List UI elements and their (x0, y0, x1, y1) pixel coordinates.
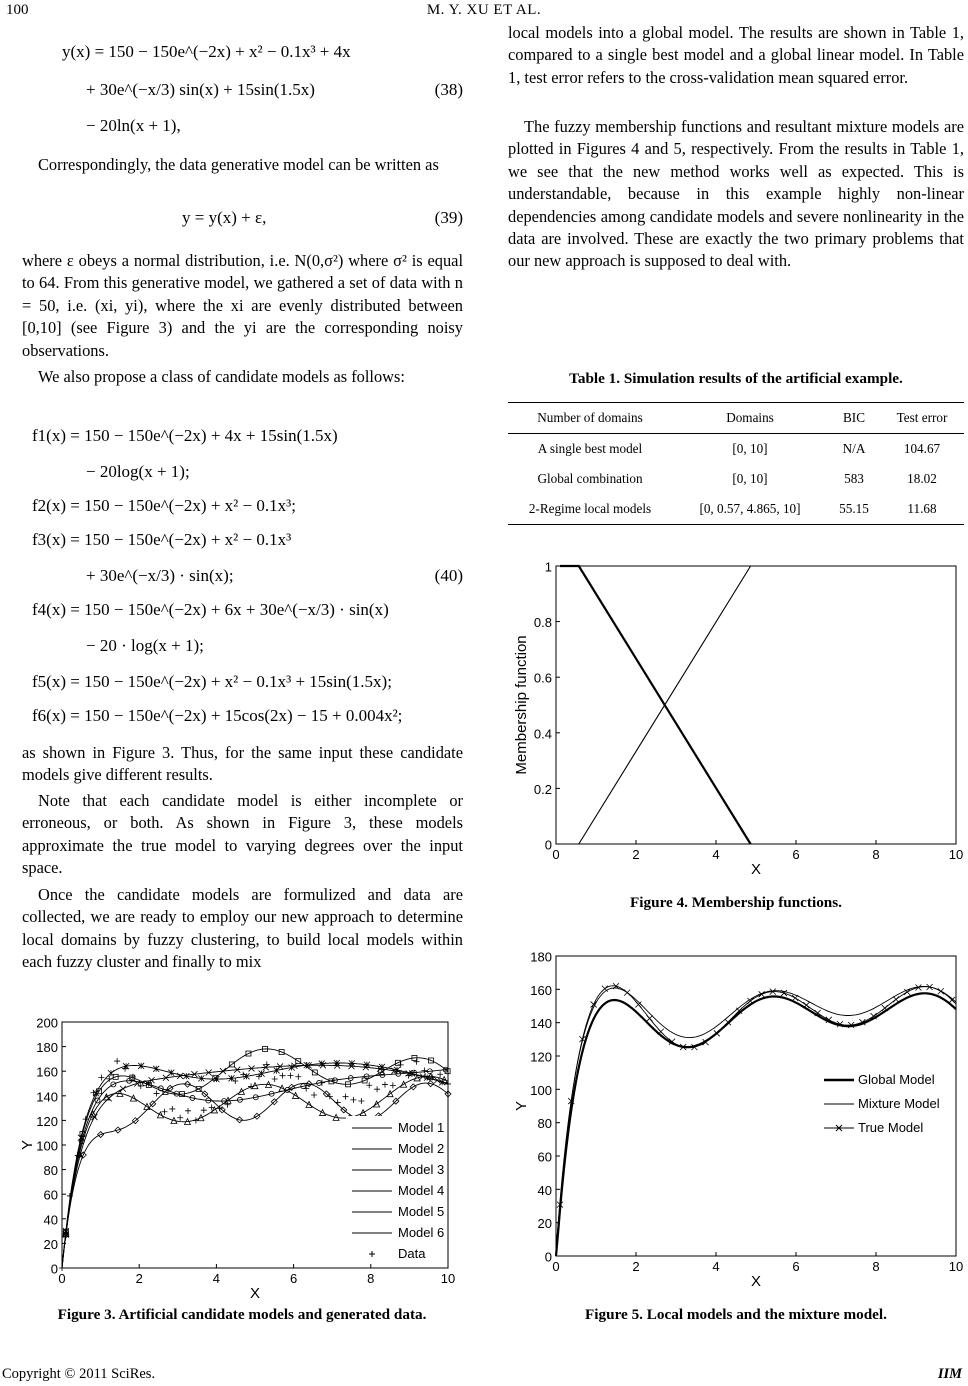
data-point (350, 1097, 356, 1103)
data-point (437, 1071, 443, 1077)
y-tick-label: 120 (530, 1049, 552, 1065)
table-cell: 104.67 (903, 441, 941, 456)
eq40-line3: f2(x) = 150 − 150e^(−2x) + x² − 0.1x³; (32, 496, 296, 515)
x-tick-label: 0 (552, 1259, 560, 1274)
membership-curve-1 (560, 566, 751, 844)
table-row (508, 494, 964, 525)
x-tick-label: 8 (872, 1259, 880, 1274)
legend-label: Global Model (858, 1072, 935, 1087)
data-point (177, 1115, 183, 1121)
paragraph: as shown in Figure 3. Thus, for the same input these candidate models give different results. (22, 743, 463, 785)
eq40-line6: f4(x) = 150 − 150e^(−2x) + 6x + 30e^(−x/3) · sin(x) (32, 600, 389, 619)
eq40-line4: f3(x) = 150 − 150e^(−2x) + x² − 0.1x³ (32, 530, 292, 549)
eq40-line7: − 20 · log(x + 1); (86, 636, 204, 655)
table-row (508, 464, 964, 494)
table-cell: [0, 10] (732, 441, 768, 456)
data-point (161, 1109, 167, 1115)
y-tick-label: 0 (544, 837, 552, 853)
data-point (382, 1082, 388, 1088)
y-tick-label: 0.4 (533, 726, 552, 742)
y-axis-label: Membership function (513, 635, 530, 775)
x-tick-label: 4 (212, 1271, 221, 1286)
table-cell: 18.02 (907, 471, 937, 486)
y-tick-label: 160 (36, 1064, 58, 1080)
eq38-line3: − 20ln(x + 1), (86, 116, 181, 135)
true-model-marker (714, 1030, 720, 1036)
data-point (114, 1058, 120, 1064)
y-tick-label: 0.8 (533, 615, 552, 631)
true-model-marker (647, 1015, 653, 1021)
y-tick-label: 60 (537, 1149, 552, 1165)
model-2-marker (106, 1095, 112, 1101)
x-tick-label: 8 (872, 847, 880, 862)
figure-5-chart (506, 946, 964, 1292)
eq40-line1: f1(x) = 150 − 150e^(−2x) + 4x + 15sin(1.5x) (32, 426, 338, 445)
data-point (358, 1098, 364, 1104)
table-cell: [0, 10] (732, 471, 768, 486)
y-tick-label: 160 (530, 982, 552, 998)
table-header-row (508, 403, 964, 434)
eq38-number: (38) (434, 80, 463, 99)
paragraph: We also propose a class of candidate models as follows: (38, 367, 405, 386)
model-2-marker (120, 1086, 126, 1092)
table-cell: 11.68 (907, 501, 937, 516)
x-tick-label: 8 (367, 1271, 375, 1286)
eq38-line2: + 30e^(−x/3) sin(x) + 15sin(1.5x) (86, 80, 315, 99)
y-tick-label: 0 (50, 1261, 58, 1277)
table-cell: 2-Regime local models (528, 501, 652, 516)
plot-frame (556, 566, 956, 844)
eq39: y = y(x) + ε, (182, 208, 267, 227)
eq40-line8: f5(x) = 150 − 150e^(−2x) + x² − 0.1x³ + 15sin(1.5x); (32, 672, 392, 691)
results-table (508, 402, 964, 525)
model-3-marker (153, 1066, 159, 1072)
eq40-line2: − 20log(x + 1); (86, 462, 190, 481)
running-title: M. Y. XU ET AL. (426, 2, 542, 18)
table-cell: A single best model (537, 441, 643, 456)
table-cell: [0, 0.57, 4.865, 10] (699, 501, 801, 516)
x-tick-label: 6 (289, 1271, 298, 1286)
data-point (154, 1091, 160, 1097)
membership-curve-2 (579, 566, 956, 844)
data-point (335, 1099, 341, 1105)
true-model-marker (781, 990, 787, 996)
y-axis-label: Y (19, 1139, 36, 1151)
y-tick-label: 80 (537, 1116, 552, 1132)
table-cell: N/A (842, 441, 866, 456)
legend-label: Data (398, 1246, 426, 1261)
legend-label: Model 1 (398, 1120, 445, 1135)
table-header: BIC (843, 410, 865, 425)
x-axis-label: X (750, 861, 762, 878)
y-tick-label: 60 (43, 1187, 58, 1203)
journal-abbrev: IIM (937, 1366, 962, 1382)
paragraph: local models into a global model. The results are shown in Table 1, compared to a single best model and a global linear model. In Table 1, test error refers to the cross-validation mean squared error. (508, 23, 964, 87)
table-header: Domains (726, 410, 774, 425)
true-model-marker (658, 1029, 664, 1035)
y-tick-label: 140 (36, 1089, 58, 1105)
y-tick-label: 80 (43, 1163, 58, 1179)
true-model-marker (624, 990, 630, 996)
data-point (445, 1081, 451, 1087)
x-tick-label: 2 (632, 1259, 640, 1274)
y-tick-label: 100 (36, 1138, 58, 1154)
data-point (272, 1076, 278, 1082)
y-tick-label: 0.6 (533, 670, 552, 686)
y-tick-label: 1 (544, 559, 552, 575)
data-point (343, 1094, 349, 1100)
x-tick-label: 2 (135, 1271, 143, 1286)
eq39-number: (39) (434, 208, 463, 227)
table-1-caption: Table 1. Simulation results of the artificial example. (569, 370, 903, 387)
y-tick-label: 40 (537, 1182, 552, 1198)
y-tick-label: 40 (43, 1212, 58, 1228)
true-model-marker (893, 996, 899, 1002)
y-tick-label: 100 (530, 1082, 552, 1098)
y-tick-label: 140 (530, 1016, 552, 1032)
eq40-line5: + 30e^(−x/3) · sin(x); (86, 566, 234, 585)
eq40-number: (40) (434, 566, 463, 585)
table-cell: 583 (844, 471, 864, 486)
y-tick-label: 20 (43, 1236, 58, 1252)
model-3-marker (168, 1070, 174, 1076)
paragraph: Once the candidate models are formulized and data are collected, we are ready to employ our new approach to determine local domains by fuzzy clustering, to build local models within each fuzzy cluster and finally to mix (22, 885, 463, 972)
legend-label: Model 4 (398, 1183, 445, 1198)
x-tick-label: 4 (712, 1259, 720, 1274)
x-tick-label: 10 (440, 1271, 456, 1286)
figure-3-chart (10, 1010, 460, 1300)
data-point (374, 1086, 380, 1092)
data-point (193, 1118, 199, 1124)
data-point (209, 1105, 215, 1111)
true-model-marker (938, 988, 944, 994)
data-point (311, 1092, 317, 1098)
table-cell: Global combination (537, 471, 643, 486)
x-tick-label: 6 (792, 1259, 800, 1274)
figure-5-caption: Figure 5. Local models and the mixture model. (585, 1306, 887, 1323)
x-tick-label: 6 (792, 847, 800, 862)
legend-label: Model 6 (398, 1225, 445, 1240)
x-tick-label: 2 (632, 847, 640, 862)
data-point (390, 1082, 396, 1088)
page-number: 100 (6, 2, 29, 18)
eq38-line1: y(x) = 150 − 150e^(−2x) + x² − 0.1x³ + 4x (62, 42, 351, 61)
legend-label: Mixture Model (858, 1096, 940, 1111)
data-point (98, 1075, 104, 1081)
figure-4-chart (506, 556, 964, 882)
paragraph: Correspondingly, the data generative model can be written as (38, 155, 439, 174)
paragraph: The fuzzy membership functions and resultant mixture models are plotted in Figures 4 and 5, respectively. From the results in Table 1, we see that the new method works well as expected. This is understandable, because in this example highly non-linear dependencies among candidate models and severe nonlinearity in the data are involved. These are exactly the two primary problems that our new approach is supposed to deal with. (508, 117, 964, 271)
x-tick-label: 10 (948, 1259, 964, 1274)
data-point (169, 1106, 175, 1112)
y-tick-label: 180 (530, 949, 552, 965)
data-point (201, 1107, 207, 1113)
x-tick-label: 10 (948, 847, 964, 862)
table-header: Test error (896, 410, 948, 425)
x-tick-label: 0 (58, 1271, 66, 1286)
legend-label: Model 5 (398, 1204, 445, 1219)
y-tick-label: 20 (537, 1216, 552, 1232)
data-point (421, 1067, 427, 1073)
y-tick-label: 200 (36, 1015, 58, 1031)
table-header: Number of domains (537, 410, 643, 425)
data-point (287, 1073, 293, 1079)
data-point (185, 1108, 191, 1114)
true-model-marker (602, 986, 608, 992)
legend-label: Model 2 (398, 1141, 445, 1156)
y-tick-label: 0 (544, 1249, 552, 1265)
x-axis-label: X (750, 1273, 762, 1290)
data-point (232, 1078, 238, 1084)
eq40-line9: f6(x) = 150 − 150e^(−2x) + 15cos(2x) − 15 + 0.004x²; (32, 706, 403, 725)
figure-4-caption: Figure 4. Membership functions. (630, 894, 842, 911)
true-model-marker (803, 1002, 809, 1008)
paragraph: where ε obeys a normal distribution, i.e. N(0,σ²) where σ² is equal to 64. From this generative model, we gathered a set of data with n = 50, i.e. (xi, yi), where the xi are evenly distributed between [0,10] (see Figure 3) and the yi are the corresponding noisy observations. (22, 251, 463, 360)
true-model-marker (792, 995, 798, 1001)
y-tick-label: 180 (36, 1040, 58, 1056)
figure-3-caption: Figure 3. Artificial candidate models and generated data. (57, 1306, 427, 1323)
paragraph: Note that each candidate model is either incomplete or erroneous, or both. As shown in Figure 3, these models approximate the true model to varying degrees over the input space. (22, 791, 463, 878)
data-point (413, 1059, 419, 1065)
y-tick-label: 120 (36, 1113, 58, 1129)
copyright: Copyright © 2011 SciRes. (2, 1366, 156, 1382)
data-point (280, 1073, 286, 1079)
x-tick-label: 4 (712, 847, 720, 862)
y-axis-label: Y (513, 1100, 530, 1112)
table-cell: 55.15 (839, 501, 869, 516)
x-tick-label: 0 (552, 847, 560, 862)
legend-label: Model 3 (398, 1162, 445, 1177)
data-point (295, 1074, 301, 1080)
y-tick-label: 0.2 (533, 781, 552, 797)
table-row (508, 434, 964, 465)
x-axis-label: X (249, 1285, 261, 1300)
legend-label: True Model (858, 1120, 924, 1135)
